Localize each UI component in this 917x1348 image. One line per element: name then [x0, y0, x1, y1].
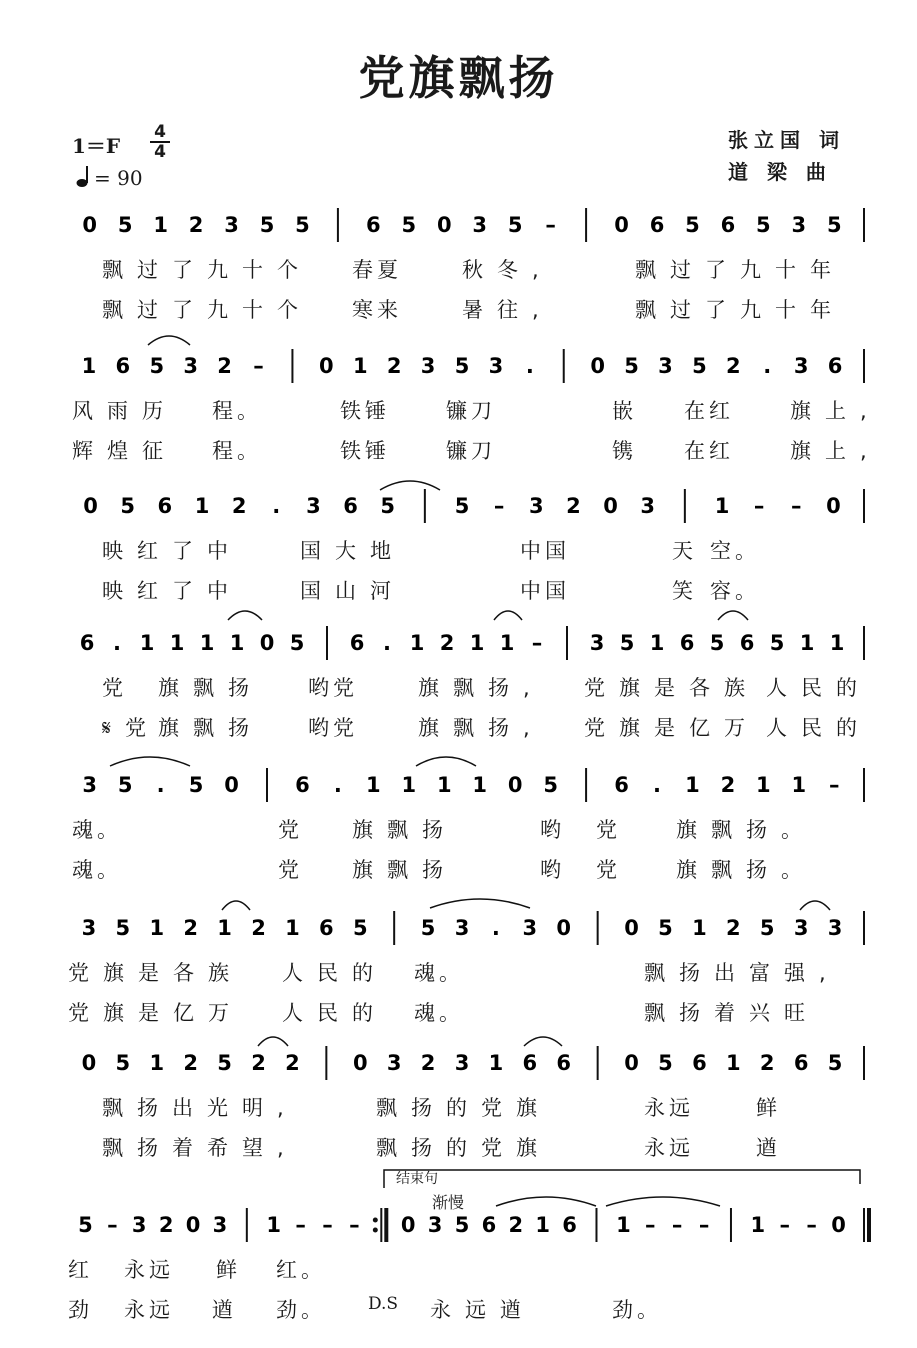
- lyric-1-segment: 飘扬出富强,: [644, 961, 840, 985]
- note: 0: [603, 494, 618, 518]
- lyric-2-segment: 旗飘扬。: [676, 858, 816, 882]
- note: 0: [81, 1051, 97, 1075]
- note: 3: [640, 494, 656, 518]
- lyric-1-segment: 鲜: [756, 1096, 781, 1120]
- lyric-1-segment: 程。: [212, 399, 262, 423]
- lyric-1-segment: 魂。: [414, 961, 464, 985]
- note: 3: [224, 213, 239, 237]
- lyric-1-segment: 党旗是各族: [584, 676, 759, 700]
- note: 1: [791, 773, 807, 797]
- note: –: [791, 494, 802, 518]
- note: 2: [183, 916, 199, 940]
- note: –: [806, 1213, 817, 1237]
- note: 6: [720, 213, 736, 237]
- note: 3: [82, 773, 98, 797]
- lyric-2-segment: 党: [596, 858, 621, 882]
- lyric-2-segment: 飘扬的党旗: [376, 1136, 551, 1160]
- note: 3: [386, 1051, 402, 1075]
- note: 3: [528, 494, 544, 518]
- note: 3: [472, 213, 488, 237]
- note: 1: [436, 773, 452, 797]
- slur-mark: [800, 901, 830, 910]
- lyric-1-segment: 旗飘扬: [158, 676, 263, 700]
- lyric-2-segment: 暑往,: [462, 298, 553, 322]
- lyric-1-segment: 风雨历: [72, 399, 177, 423]
- note: 0: [400, 1213, 416, 1237]
- note: 6: [295, 773, 310, 797]
- note: 2: [251, 1051, 266, 1075]
- note: –: [493, 494, 505, 518]
- note: –: [829, 773, 840, 797]
- lyric-1-segment: 天: [672, 539, 697, 563]
- note: 6: [366, 213, 381, 237]
- slur-mark: [148, 336, 190, 345]
- note: .: [272, 494, 281, 518]
- note: 1: [153, 213, 168, 237]
- note: 1: [366, 773, 381, 797]
- lyric-2-segment: 国山河: [300, 579, 405, 603]
- note: 2: [420, 1051, 436, 1075]
- lyric-2-segment: 映红了中: [102, 579, 242, 603]
- slur-mark: [494, 611, 522, 620]
- note: 0: [82, 213, 98, 237]
- lyric-1-segment: 党: [278, 818, 303, 842]
- note: .: [333, 773, 342, 797]
- note: 6: [157, 494, 173, 518]
- note: 0: [185, 1213, 201, 1237]
- note: –: [253, 354, 264, 378]
- note: 1: [266, 1213, 282, 1237]
- note: 6: [522, 1051, 538, 1075]
- note: 5: [543, 773, 558, 797]
- note: 5: [827, 1051, 843, 1075]
- note: 3: [793, 354, 809, 378]
- note: 5: [454, 494, 470, 518]
- lyric-2-segment: 容。: [710, 579, 760, 603]
- note: 1: [149, 916, 165, 940]
- note: 1: [750, 1213, 766, 1237]
- note: 1: [81, 354, 97, 378]
- note: 6: [349, 631, 365, 655]
- note: 5: [420, 916, 436, 940]
- lyric-2-segment: 哟: [540, 858, 565, 882]
- note: –: [545, 213, 556, 237]
- note: 2: [759, 1051, 775, 1075]
- lyric-1-segment: 铁锤: [340, 399, 390, 423]
- note: 1: [649, 631, 665, 655]
- note: 5: [117, 773, 133, 797]
- lyric-1-segment: 秋冬,: [462, 258, 553, 282]
- lyric-2-segment: 笑: [672, 579, 697, 603]
- note: 0: [556, 916, 572, 940]
- note: 5: [117, 213, 133, 237]
- note: 5: [454, 1213, 470, 1237]
- slur-mark: [222, 901, 250, 910]
- note: 0: [831, 1213, 846, 1237]
- note: 1: [169, 631, 185, 655]
- lyric-2-segment: 遒: [756, 1136, 781, 1160]
- note: 1: [692, 916, 707, 940]
- note: 1: [352, 354, 368, 378]
- note: 3: [791, 213, 807, 237]
- note: 1: [199, 631, 215, 655]
- lyric-1-segment: 哟: [540, 818, 565, 842]
- note: 5: [259, 213, 275, 237]
- note: 1: [194, 494, 210, 518]
- note: 0: [826, 494, 841, 518]
- lyric-2-segment: 旗飘扬: [158, 716, 263, 740]
- note: 1: [829, 631, 845, 655]
- note: 6: [79, 631, 95, 655]
- note: 5: [115, 1051, 131, 1075]
- note: 5: [507, 213, 523, 237]
- note: 3: [589, 631, 605, 655]
- note: 1: [616, 1213, 631, 1237]
- note: 6: [556, 1051, 572, 1075]
- note: –: [295, 1213, 306, 1237]
- lyric-1-segment: 在红: [684, 399, 734, 423]
- lyric-2-segment: 在红: [684, 439, 734, 463]
- note: 3: [454, 916, 470, 940]
- note: 3: [306, 494, 321, 518]
- note: 6: [649, 213, 665, 237]
- note: 2: [231, 494, 247, 518]
- note: –: [531, 631, 543, 655]
- lyric-2-segment: 旗飘扬,: [418, 716, 544, 740]
- note: 6: [319, 916, 334, 940]
- note: –: [107, 1213, 118, 1237]
- note: 5: [115, 916, 131, 940]
- lyric-1-segment: 永远: [124, 1258, 174, 1282]
- note: 1: [409, 631, 425, 655]
- note: 5: [289, 631, 305, 655]
- lyric-2-segment: 永远遒: [430, 1298, 535, 1322]
- lyric-1-segment: 飘扬的党旗: [376, 1096, 551, 1120]
- note: 0: [224, 773, 239, 797]
- dal-segno-marking: D.S: [368, 1294, 399, 1314]
- note: 1: [472, 773, 488, 797]
- lyric-1-segment: 红。: [276, 1258, 326, 1282]
- note: 5: [658, 1051, 673, 1075]
- note: 5: [454, 354, 470, 378]
- note: 1: [149, 1051, 165, 1075]
- note: 2: [566, 494, 581, 518]
- note: 3: [522, 916, 538, 940]
- note: –: [322, 1213, 333, 1237]
- note: 2: [725, 916, 741, 940]
- note: 1: [499, 631, 515, 655]
- lyric-1-segment: 春夏: [352, 258, 402, 282]
- lyric-1-segment: 鲜: [216, 1258, 241, 1282]
- lyric-2-segment: 寒来: [352, 298, 402, 322]
- note: 1: [685, 773, 700, 797]
- lyric-2-segment: 党旗是亿万: [68, 1001, 243, 1025]
- note: –: [645, 1213, 656, 1237]
- note: 5: [685, 213, 700, 237]
- note: 0: [624, 1051, 639, 1075]
- note: 0: [352, 1051, 368, 1075]
- note: 6: [679, 631, 695, 655]
- note: 1: [714, 494, 730, 518]
- lyric-1-segment: 旗飘扬,: [418, 676, 544, 700]
- note: 0: [624, 916, 639, 940]
- note: 3: [81, 916, 97, 940]
- note: .: [383, 631, 391, 655]
- lyric-2-segment: 中国: [520, 579, 570, 603]
- note: .: [763, 354, 772, 378]
- note: 3: [658, 354, 673, 378]
- lyric-2-segment: 𝄋党: [102, 716, 161, 740]
- lyric-2-segment: 飘过了九十个: [102, 298, 312, 322]
- note: 1: [285, 916, 300, 940]
- note: 6: [562, 1213, 577, 1237]
- tempo-value: = 90: [94, 166, 143, 190]
- note: 3: [212, 1213, 228, 1237]
- note: 3: [454, 1051, 470, 1075]
- note: 1: [469, 631, 485, 655]
- slur-mark: [430, 899, 530, 908]
- lyric-2-segment: 劲。: [612, 1298, 662, 1322]
- note: 0: [436, 213, 452, 237]
- ending-bracket: [384, 1170, 860, 1188]
- lyric-2-segment: 魂。: [72, 858, 122, 882]
- note: 2: [183, 1051, 199, 1075]
- slur-mark: [416, 757, 476, 766]
- note: 5: [759, 916, 775, 940]
- lyric-1-segment: 映红了中: [102, 539, 242, 563]
- lyric-2-segment: 魂。: [414, 1001, 464, 1025]
- note: 3: [488, 354, 504, 378]
- lyric-1-segment: 人民的: [282, 961, 387, 985]
- note: 0: [507, 773, 523, 797]
- lyric-1-segment: 旗上,: [790, 399, 881, 423]
- lyric-2-segment: 飘扬着希望,: [102, 1136, 298, 1160]
- note: .: [491, 916, 500, 940]
- note: 5: [295, 213, 310, 237]
- note: 6: [481, 1213, 497, 1237]
- meter-top: 4: [154, 122, 166, 142]
- note: 2: [720, 773, 736, 797]
- lyric-2-segment: 人民的: [766, 716, 871, 740]
- note: 5: [826, 213, 842, 237]
- lyric-1-segment: 国大地: [300, 539, 405, 563]
- lyric-2-segment: 哟党: [308, 716, 358, 740]
- slur-mark: [380, 481, 440, 490]
- note: 3: [420, 354, 436, 378]
- note: 3: [793, 916, 809, 940]
- lyric-2-segment: 永远: [124, 1298, 174, 1322]
- note: 0: [590, 354, 605, 378]
- note: –: [671, 1213, 683, 1237]
- repeat-dot: [373, 1228, 378, 1233]
- note: 3: [427, 1213, 443, 1237]
- lyric-1-segment: 飘过了九十个: [102, 258, 312, 282]
- lyric-2-segment: 劲。: [276, 1298, 326, 1322]
- note: 5: [78, 1213, 93, 1237]
- lyric-2-segment: 程。: [212, 439, 262, 463]
- note: 1: [799, 631, 815, 655]
- note: 6: [739, 631, 755, 655]
- note: 5: [380, 494, 396, 518]
- note: 0: [319, 354, 334, 378]
- note: 3: [131, 1213, 147, 1237]
- note: 1: [488, 1051, 504, 1075]
- note: 3: [183, 354, 199, 378]
- lyric-2-segment: 镰刀: [446, 439, 496, 463]
- lyric-1-segment: 旗飘扬。: [676, 818, 816, 842]
- lyric-1-segment: 红: [68, 1258, 93, 1282]
- slur-mark: [228, 611, 262, 620]
- lyric-2-segment: 飘过了九十年: [635, 298, 845, 322]
- note: .: [156, 773, 165, 797]
- lyric-1-segment: 人民的: [766, 676, 871, 700]
- note: 2: [188, 213, 204, 237]
- note: 5: [120, 494, 136, 518]
- note: 5: [217, 1051, 232, 1075]
- lyric-2-segment: 遒: [212, 1298, 237, 1322]
- slur-mark: [496, 1197, 596, 1206]
- note: 2: [217, 354, 232, 378]
- note: 5: [401, 213, 417, 237]
- slur-mark: [258, 1037, 288, 1046]
- lyricist-credit: 张立国 词: [728, 128, 845, 152]
- note: 2: [725, 354, 741, 378]
- lyric-1-segment: 永远: [644, 1096, 694, 1120]
- note: 1: [217, 916, 232, 940]
- note: .: [113, 631, 121, 655]
- lyric-2-segment: 人民的: [282, 1001, 387, 1025]
- slur-mark: [718, 611, 748, 620]
- note: –: [349, 1213, 360, 1237]
- lyric-1-segment: 党旗是各族: [68, 961, 243, 985]
- ending-label: 结束句: [396, 1171, 438, 1187]
- note: 6: [793, 1051, 809, 1075]
- note: 2: [158, 1213, 174, 1237]
- lyric-2-segment: 旗上,: [790, 439, 881, 463]
- lyric-2-segment: 劲: [68, 1298, 93, 1322]
- lyric-1-segment: 飘扬出光明,: [102, 1096, 298, 1120]
- lyric-2-segment: 飘扬着兴旺: [644, 1001, 819, 1025]
- lyric-2-segment: 镌: [612, 439, 637, 463]
- note: 5: [756, 213, 771, 237]
- note: 1: [756, 773, 771, 797]
- note: .: [653, 773, 661, 797]
- note: 2: [386, 354, 402, 378]
- lyric-1-segment: 魂。: [72, 818, 122, 842]
- lyric-2-segment: 党旗是亿万: [584, 716, 759, 740]
- note: 2: [285, 1051, 300, 1075]
- lyric-1-segment: 党: [596, 818, 621, 842]
- note: 5: [692, 354, 707, 378]
- lyric-1-segment: 党: [102, 676, 127, 700]
- lyric-2-segment: 铁锤: [340, 439, 390, 463]
- note: 3: [827, 916, 843, 940]
- note: –: [698, 1213, 710, 1237]
- note: 6: [115, 354, 131, 378]
- note: 0: [83, 494, 98, 518]
- note: 5: [619, 631, 635, 655]
- note: 5: [709, 631, 725, 655]
- note: 0: [614, 213, 629, 237]
- meter-bottom: 4: [154, 142, 166, 162]
- note: 2: [251, 916, 266, 940]
- note: 2: [439, 631, 455, 655]
- repeat-dot: [373, 1218, 378, 1223]
- note: 6: [343, 494, 358, 518]
- note: 5: [658, 916, 673, 940]
- note: 2: [508, 1213, 524, 1237]
- lyric-1-segment: 镰刀: [446, 399, 496, 423]
- note: –: [779, 1213, 791, 1237]
- note: –: [753, 494, 765, 518]
- note: 0: [259, 631, 275, 655]
- note: 6: [614, 773, 629, 797]
- note: 5: [188, 773, 204, 797]
- note: .: [525, 354, 534, 378]
- lyric-1-segment: 空。: [710, 539, 760, 563]
- note: 1: [535, 1213, 551, 1237]
- slur-mark: [110, 757, 190, 766]
- ritardando-marking: 渐慢: [432, 1193, 465, 1212]
- lyric-1-segment: 飘过了九十年: [635, 258, 845, 282]
- key-signature: 1＝F: [72, 134, 121, 158]
- lyric-2-segment: 永远: [644, 1136, 694, 1160]
- note: 1: [725, 1051, 741, 1075]
- song-title: 党旗飘扬: [358, 51, 559, 105]
- note: 1: [139, 631, 155, 655]
- note: 1: [401, 773, 417, 797]
- lyric-2-segment: 辉煌征: [72, 439, 177, 463]
- lyric-1-segment: 嵌: [612, 399, 637, 423]
- note: 1: [229, 631, 245, 655]
- lyric-1-segment: 旗飘扬: [352, 818, 457, 842]
- lyric-1-segment: 中国: [520, 539, 570, 563]
- note: 6: [692, 1051, 707, 1075]
- note: 5: [769, 631, 785, 655]
- note: 6: [827, 354, 843, 378]
- note: 5: [624, 354, 639, 378]
- composer-credit: 道 梁 曲: [728, 160, 832, 184]
- lyric-2-segment: 旗飘扬: [352, 858, 457, 882]
- slur-mark: [606, 1197, 720, 1206]
- note: 5: [352, 916, 368, 940]
- slur-mark: [524, 1037, 562, 1046]
- lyric-2-segment: 党: [278, 858, 303, 882]
- note: 5: [149, 354, 165, 378]
- lyric-1-segment: 哟党: [308, 676, 358, 700]
